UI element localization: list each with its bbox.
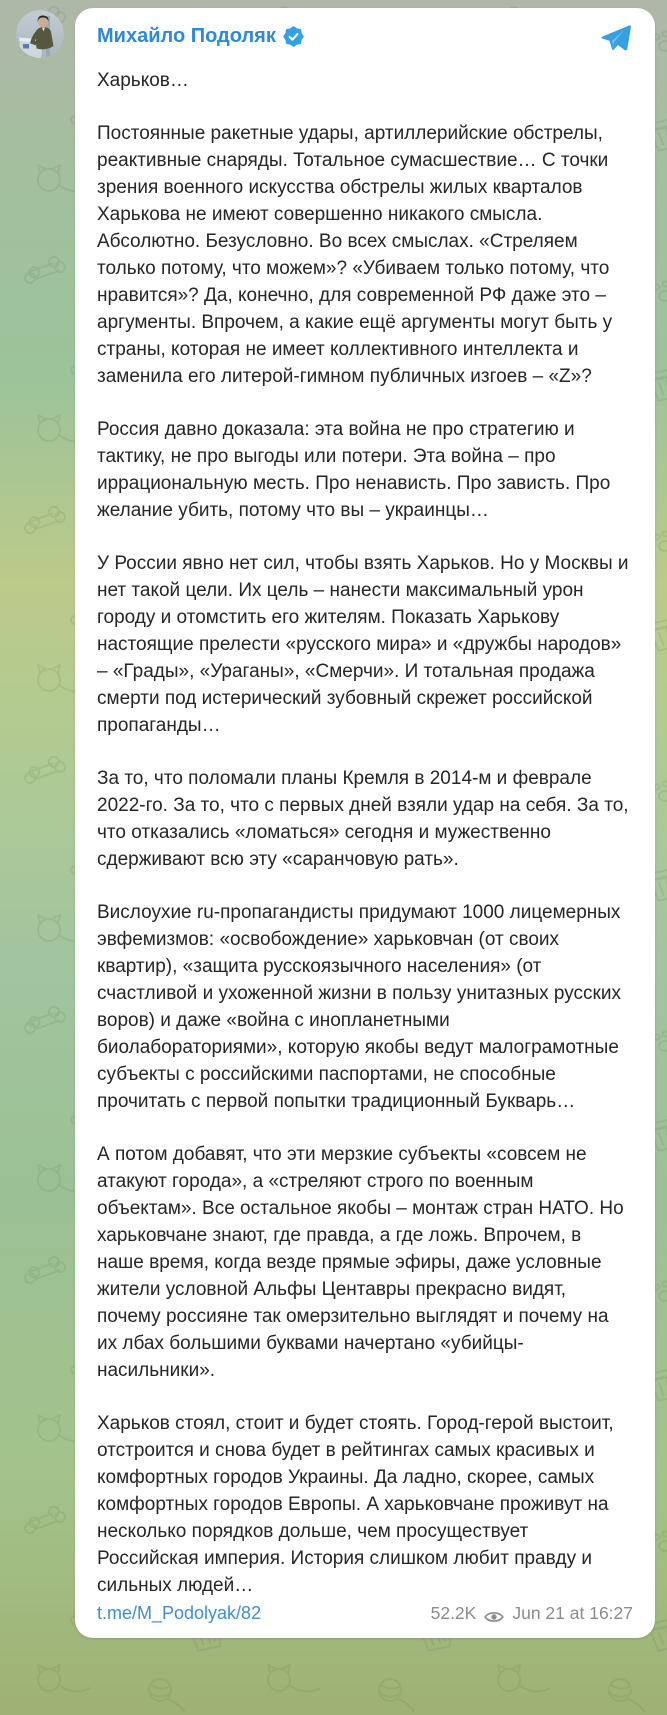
post-link[interactable]: t.me/M_Podolyak/82 bbox=[97, 1603, 262, 1623]
message-meta bbox=[431, 1603, 633, 1624]
message-paragraph: Россия давно доказала: эта война не про стратегию и тактику, не про выгоды или потери. Эта война – про иррациональную месть. Про ненависть. Про зависть. Про желание убить, потому что вы – украинцы… bbox=[97, 419, 611, 521]
message-bubble bbox=[75, 8, 655, 1638]
message-text bbox=[97, 67, 633, 1599]
message-paragraph: Постоянные ракетные удары, артиллерийские обстрелы, реактивные снаряды. Тотальное сумасшествие… С точки зрения военного искусства обстрелы жилых кварталов Харькова не имеют совершенно никакого смысла. Абсолютно. Безусловно. Во всех смыслах. «Стреляем только потому, что можем»? «Убиваем только потому, что нравится»? Да, конечно, для современной РФ даже это – аргументы. Впрочем, а какие ещё аргументы могут быть у страны, которая не имеет коллективного интеллекта и заменила его литерой-гимном публичных изгоев – «Z»? bbox=[97, 123, 613, 387]
message-paragraph: А потом добавят, что эти мерзкие субъекты «совсем не атакуют города», а «стреляют строго по военным объектам». Все остальное якобы – монтаж стран НАТО. Но харьковчане знают, где правда, а где ложь. Впрочем, в наше время, когда везде прямые эфиры, даже условные жители условной Альфы Центавры прекрасно видят, почему россияне так омерзительно выглядят и почему на их лбах большими буквами начертано «убийцы-насильники». bbox=[97, 1144, 624, 1381]
message-paragraph: Харьков… bbox=[97, 70, 189, 91]
timestamp: Jun 21 at 16:27 bbox=[512, 1603, 633, 1623]
message-footer bbox=[97, 1603, 633, 1624]
verified-badge-icon bbox=[283, 26, 304, 47]
avatar-image bbox=[16, 10, 64, 58]
message-paragraph: У России явно нет сил, чтобы взять Харьков. Но у Москвы и нет такой цели. Их цель – нанести максимальный урон городу и отомстить его жителям. Показать Харькову настоящие прелести «русского мира» и «дружбы народов» – «Грады», «Ураганы», «Смерчи». И тотальная продажа смерти под истерический зубовный скрежет российской пропаганды… bbox=[97, 553, 629, 736]
view-count: 52.2K bbox=[430, 1603, 477, 1623]
message-header bbox=[97, 21, 633, 53]
telegram-plane-icon[interactable] bbox=[601, 23, 631, 53]
eye-icon bbox=[484, 1608, 504, 1622]
channel-name[interactable]: Михайло Подоляк bbox=[97, 25, 276, 47]
message-paragraph: Вислоухие ru-пропагандисты придумают 1000 лицемерных эвфемизмов: «освобождение» харьковчан (от своих квартир), «защита русскоязычного населения» (от счастливой и ухоженной жизни в пользу унитазных русских воров) и даже «война с инопланетными биолабораториями», которую якобы ведут малограмотные субъекты с российскими паспортами, не способные прочитать с первой попытки традиционный Букварь… bbox=[97, 902, 621, 1112]
channel-avatar[interactable] bbox=[16, 10, 64, 58]
message-paragraph: Харьков стоял, стоит и будет стоять. Город-герой выстоит, отстроится и снова будет в рейтингах самых красивых и комфортных городов Украины. Да ладно, скорее, самых комфортных городов Европы. А харьковчане проживут на несколько порядков дольше, чем просуществует Российская империя. История слишком любит правду и сильных людей… bbox=[97, 1413, 614, 1596]
message-paragraph: За то, что поломали планы Кремля в 2014-м и феврале 2022-го. За то, что с первых дней взяли удар на себя. За то, что отказались «ломаться» сегодня и мужественно сдерживают всю эту «саранчовую рать». bbox=[97, 768, 629, 870]
